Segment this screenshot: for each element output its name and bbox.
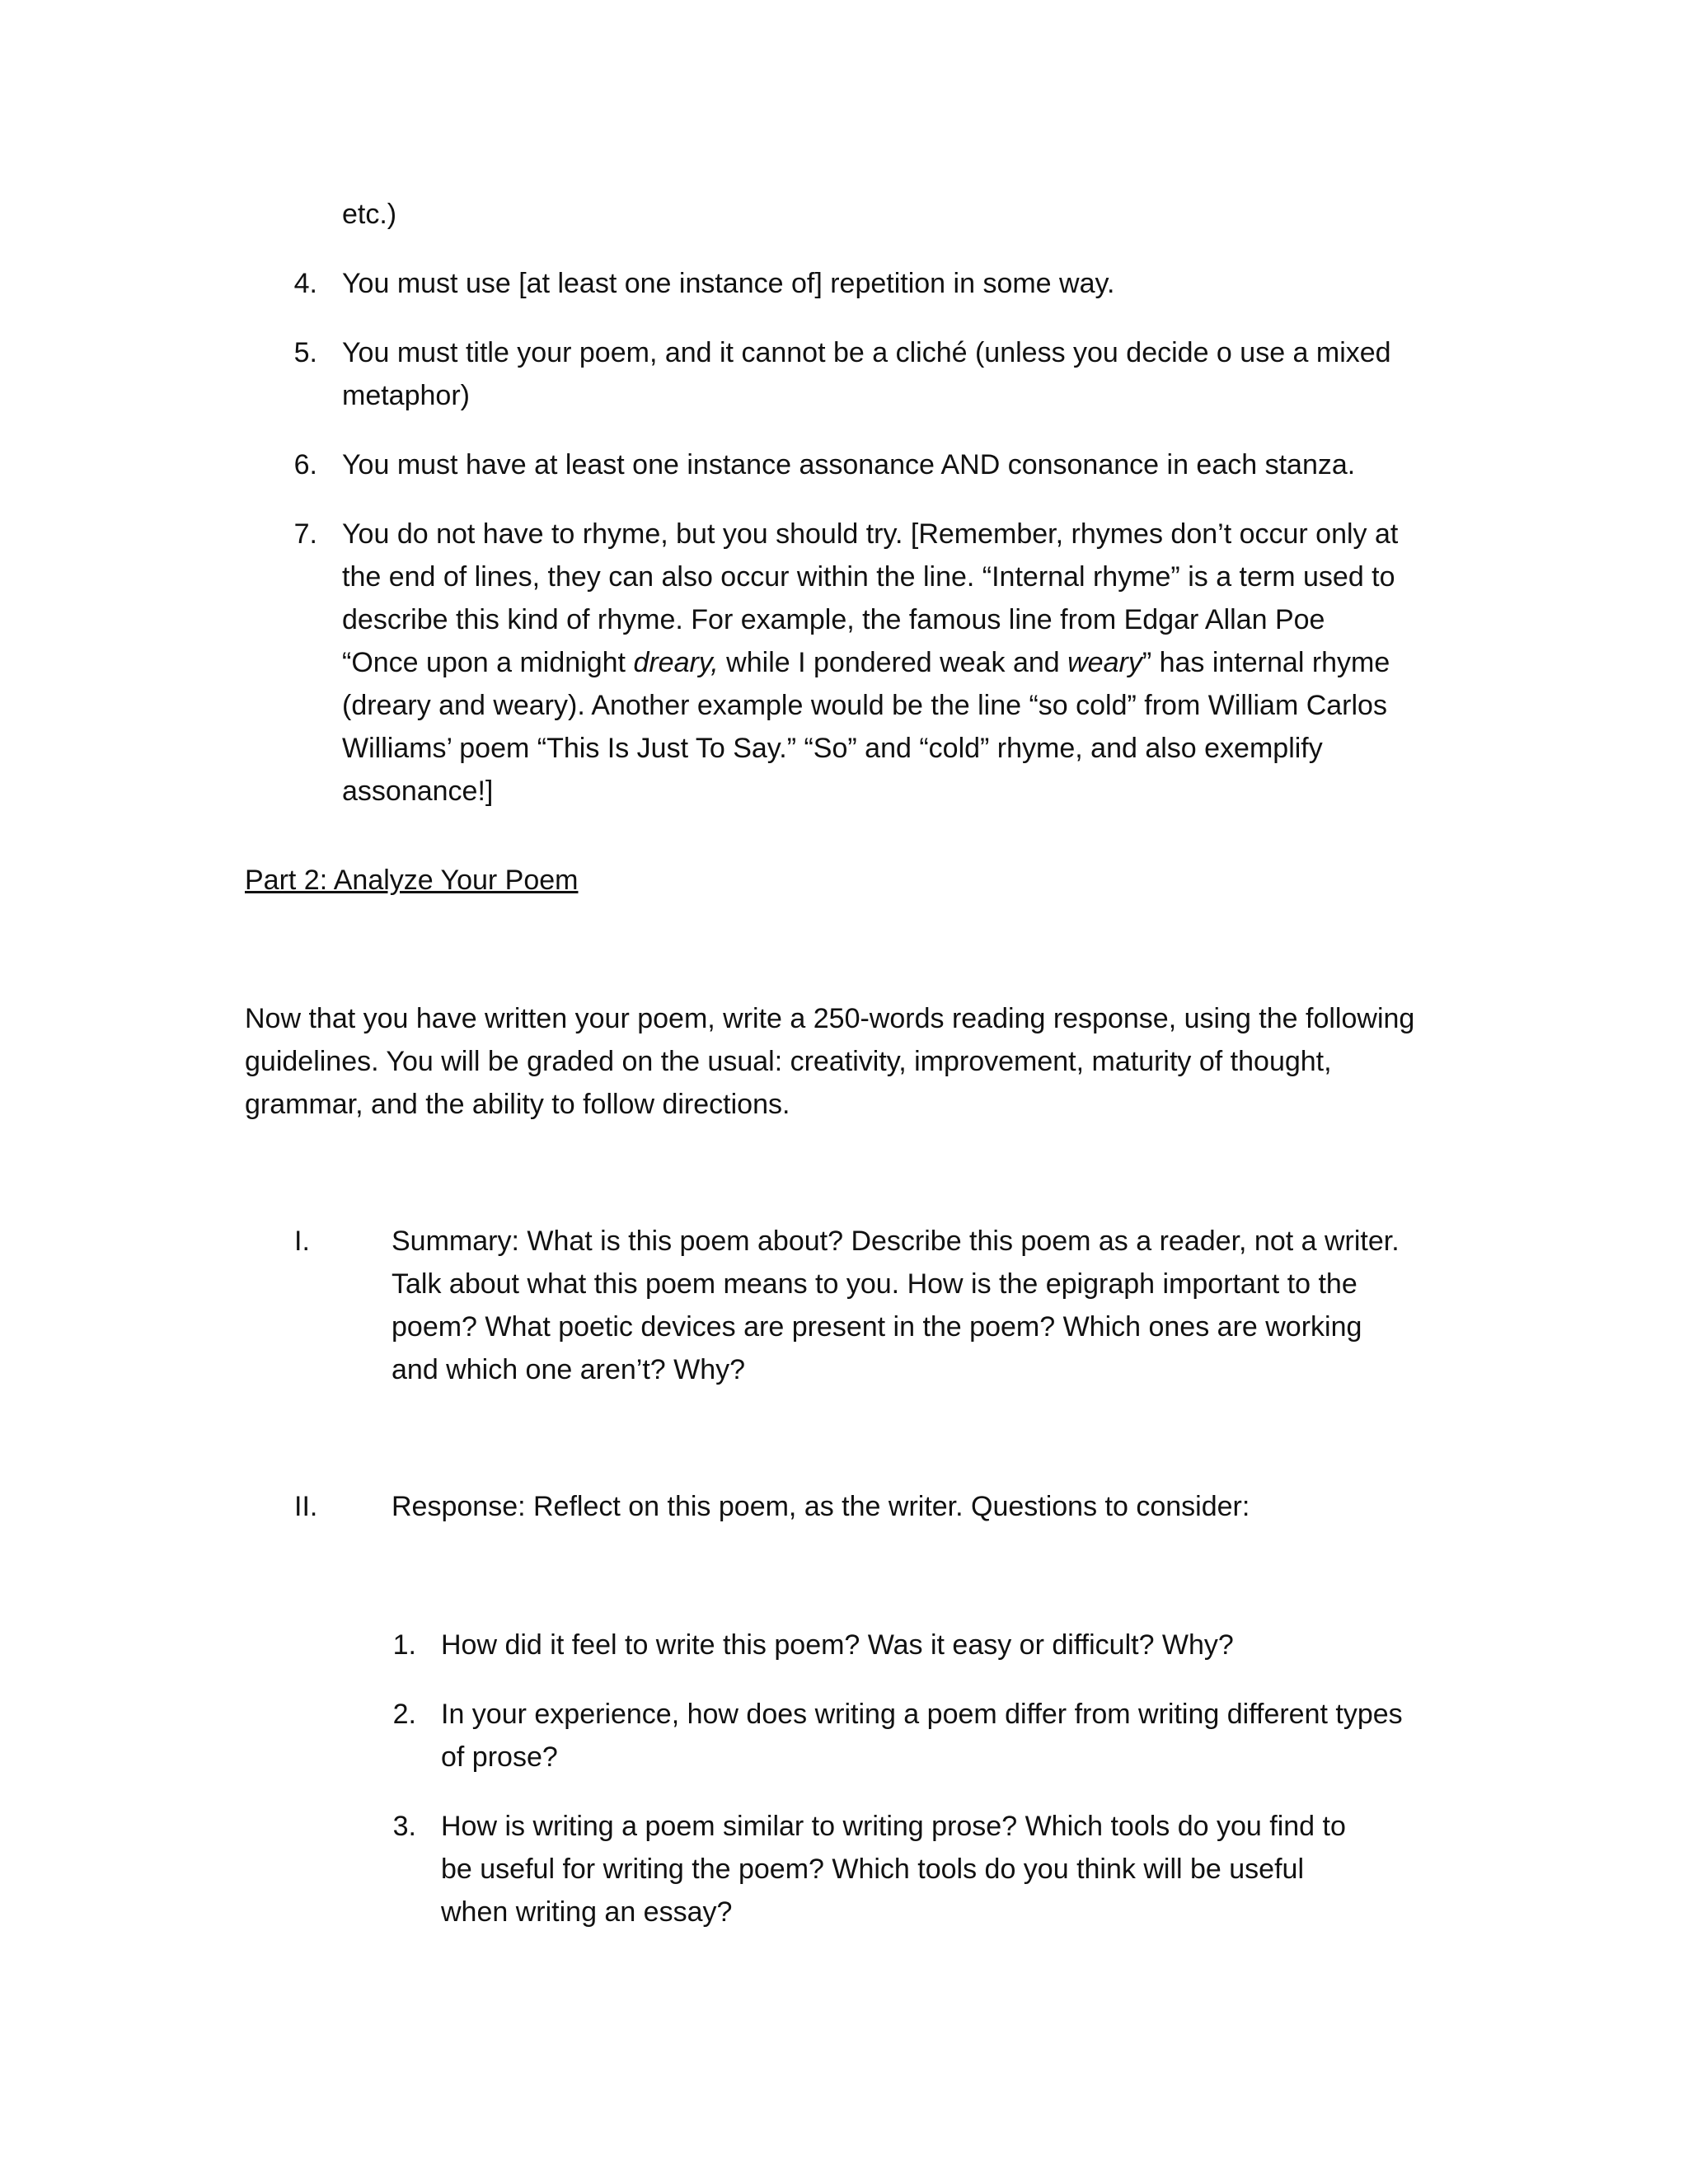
item-7-emphasis-dreary: dreary,: [633, 647, 719, 678]
list-item-text: [342, 513, 1405, 813]
section-heading: Part 2: Analyze Your Poem: [245, 865, 579, 896]
roman-numeral: II.: [294, 1491, 318, 1522]
question-text: In your experience, how does writing a poem differ from writing different types of prose?: [441, 1699, 1403, 1773]
list-item-text: You must use [at least one instance of] repetition in some way.: [342, 268, 1115, 299]
question-text: How did it feel to write this poem? Was it easy or difficult? Why?: [441, 1629, 1234, 1661]
roman-numeral: I.: [294, 1226, 310, 1257]
list-item-text: You must have at least one instance assonance AND consonance in each stanza.: [342, 449, 1356, 480]
list-item-number: 6.: [293, 449, 317, 480]
item-7-emphasis-weary: weary: [1067, 647, 1142, 678]
question-number: 1.: [392, 1629, 416, 1661]
list-item-number: 4.: [293, 268, 317, 299]
roman-list-text: Summary: What is this poem about? Describe this poem as a reader, not a writer. Talk about what this poem means to you. How is the epigraph important to the poem? What poetic devices are present in the poem? Which ones are working and which one aren’t? Why?: [392, 1226, 1400, 1385]
list-item-number: 5.: [293, 337, 317, 368]
list-item-text: You must title your poem, and it cannot be a cliché (unless you decide o use a mixed metaphor): [342, 337, 1391, 411]
item-7-text-b: while I pondered weak and: [718, 647, 1068, 678]
item-7-text-c: ” has internal rhyme (dreary and weary). Another example would be the line “so cold” from William Carlos Williams’ poem “This Is Just To Say.” “So” and “cold” rhyme, and also exemplify assonance!]: [342, 647, 1390, 807]
list-item-number: 7.: [293, 518, 317, 550]
list-carry-over-text: etc.): [342, 199, 397, 230]
item-7-text-a: You do not have to rhyme, but you should try. [Remember, rhymes don’t occur only at the end of lines, they can also occur within the line. “Internal rhyme” is a term used to describe this kind of rhyme. For example, the famous line from Edgar Allan Poe “Once upon a midnight: [342, 518, 1399, 678]
question-text: How is writing a poem similar to writing prose? Which tools do you find to be useful for writing the poem? Which tools do you think will be useful when writing an essay?: [441, 1811, 1346, 1928]
roman-list-text: Response: Reflect on this poem, as the writer. Questions to consider:: [392, 1491, 1250, 1522]
question-number: 2.: [392, 1699, 416, 1730]
question-number: 3.: [392, 1811, 416, 1842]
intro-paragraph: Now that you have written your poem, write a 250-words reading response, using the following guidelines. You will be graded on the usual: creativity, improvement, maturity of thought, grammar, and the ability to follow directions.: [245, 1003, 1415, 1120]
